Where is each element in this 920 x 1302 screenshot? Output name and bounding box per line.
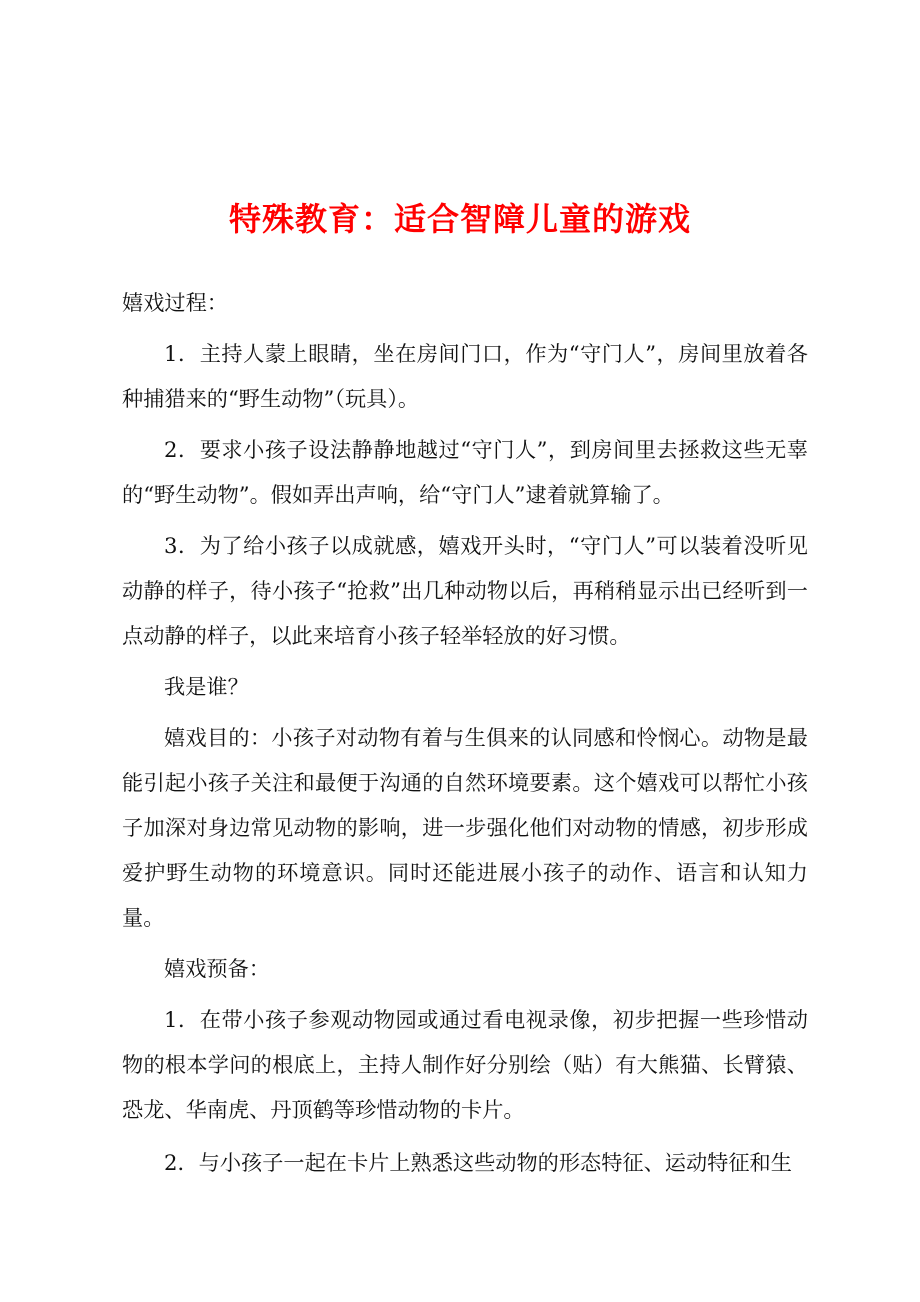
paragraph-process-step-2: 2．要求小孩子设法静静地越过“守门人”，到房间里去拯救这些无辜的“野生动物”。假如弄出声响，给“守门人”逮着就算输了。: [122, 437, 808, 507]
paragraph-preparation-heading: 嬉戏预备：: [164, 956, 270, 981]
document-title: 特殊教育：适合智障儿童的游戏: [228, 200, 691, 238]
paragraph-process-step-3: 3．为了给小孩子以成就感，嬉戏开头时，“守门人”可以装着没听见动静的样子，待小孩子“抢救”出几种动物以后，再稍稍显示出已经听到一点动静的样子，以此来培育小孩子轻举轻放的好习惯。: [122, 533, 808, 648]
document-body: [122, 280, 808, 1185]
paragraph-game-purpose: 嬉戏目的：小孩子对动物有着与生俱来的认同感和怜悯心。动物是最能引起小孩子关注和最便于沟通的自然环境要素。这个嬉戏可以帮忙小孩子加深对身边常见动物的影响，进一步强化他们对动物的情感，初步形成爱护野生动物的环境意识。同时还能进展小孩子的动作、语言和认知力量。: [122, 725, 808, 930]
paragraph-process-heading: 嬉戏过程：: [122, 290, 228, 315]
paragraph-game-name: 我是谁？: [164, 674, 249, 699]
paragraph-preparation-step-2: 2．与小孩子一起在卡片上熟悉这些动物的形态特征、运动特征和生: [164, 1150, 792, 1175]
paragraph-preparation-step-1: 1．在带小孩子参观动物园或通过看电视录像，初步把握一些珍惜动物的根本学问的根底上，主持人制作好分别绘（贴）有大熊猫、长臂猿、恐龙、华南虎、丹顶鹤等珍惜动物的卡片。: [122, 1007, 808, 1122]
paragraph-process-step-1: 1．主持人蒙上眼睛，坐在房间门口，作为“守门人”，房间里放着各种捕猎来的“野生动物”（玩具）。: [122, 341, 808, 411]
